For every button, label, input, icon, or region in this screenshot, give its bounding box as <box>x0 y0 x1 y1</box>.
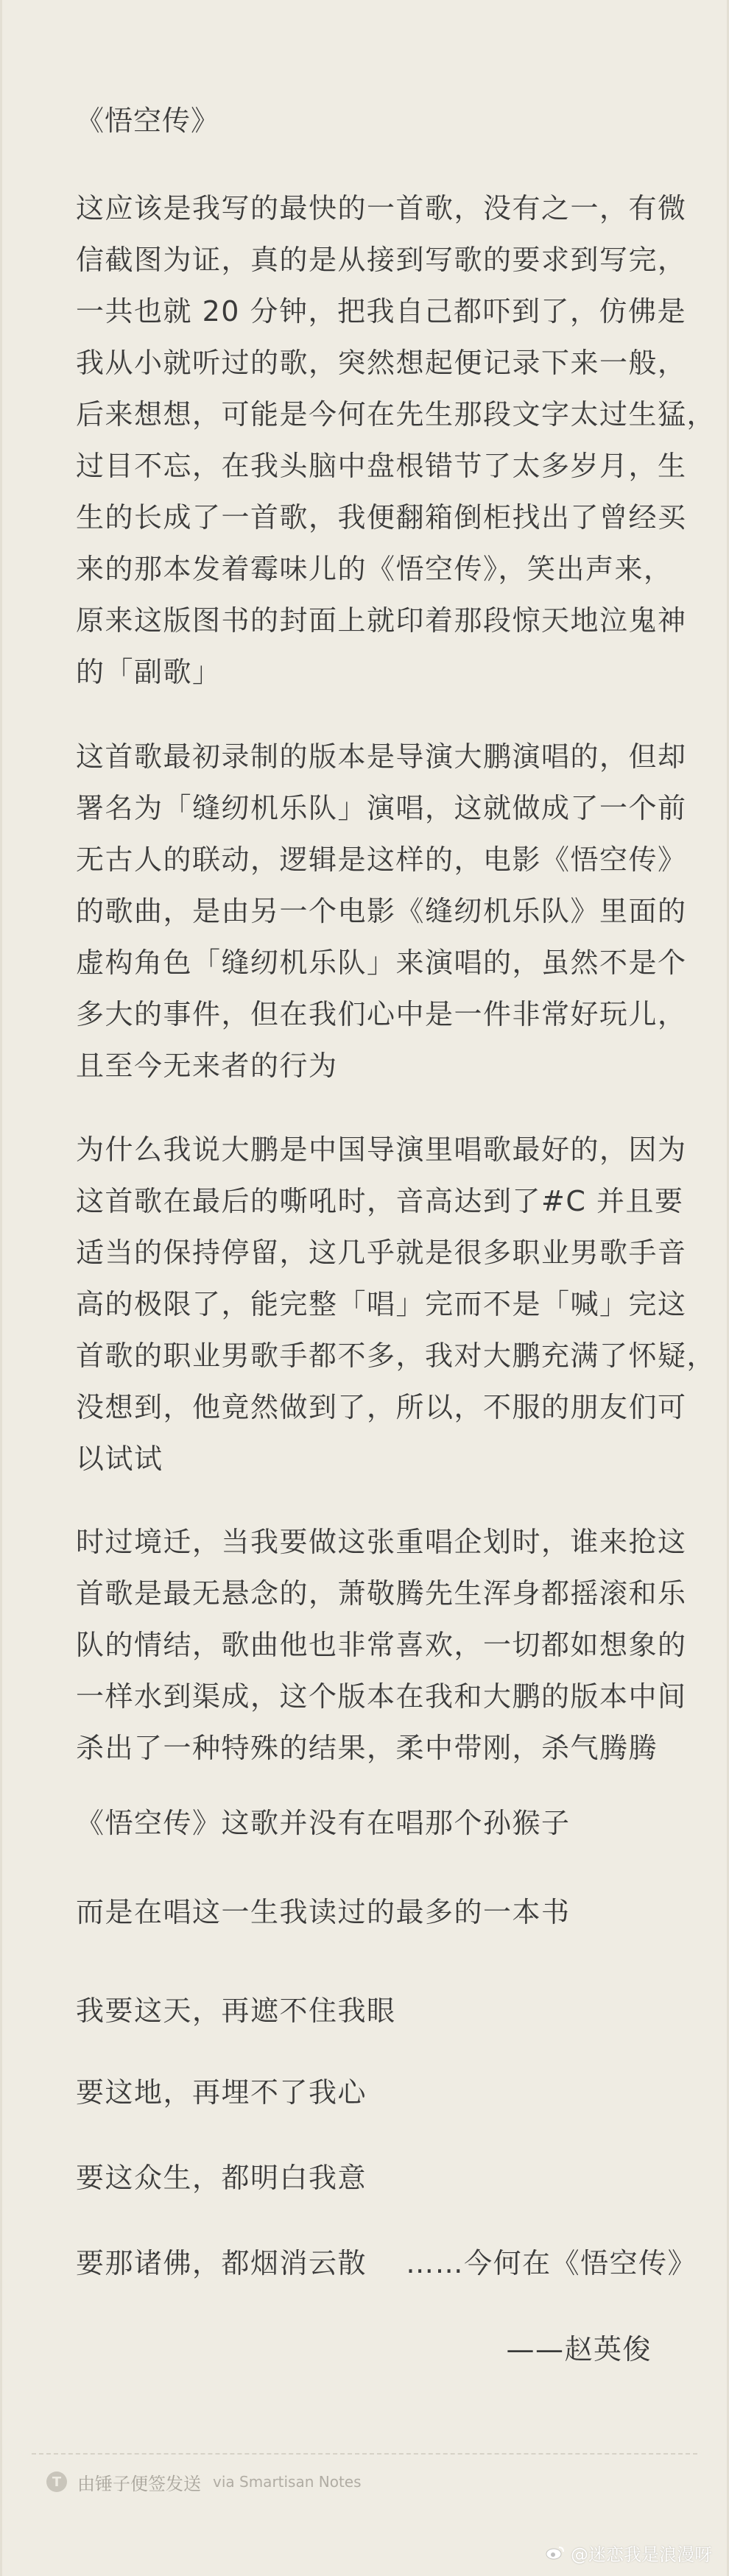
paragraph-line: 适当的保持停留，这几乎就是很多职业男歌手音 <box>76 1236 687 1269</box>
smartisan-logo-icon: T <box>46 2471 67 2492</box>
paragraph-line: 署名为「缝纫机乐队」演唱，这就做成了一个前 <box>76 792 687 824</box>
paragraph-line: 后来想想，可能是今何在先生那段文字太过生猛， <box>76 398 716 431</box>
footer-sent-text: 由锤子便签发送 <box>77 2473 201 2494</box>
paragraph-line: 无古人的联动，逻辑是这样的，电影《悟空传》 <box>76 843 687 876</box>
paragraph-line: 的「副歌」 <box>76 656 222 688</box>
paragraph-line: 这首歌最初录制的版本是导演大鹏演唱的，但却 <box>76 740 687 773</box>
paragraph-2 <box>76 731 687 1091</box>
footer-via-text: via Smartisan Notes <box>213 2473 362 2491</box>
paragraph-line: 且至今无来者的行为 <box>76 1050 338 1082</box>
paragraph-line: 多大的事件，但在我们心中是一件非常好玩儿， <box>76 998 687 1030</box>
paragraph-line: 这应该是我写的最快的一首歌，没有之一，有微 <box>76 192 687 224</box>
note-footer <box>46 2467 362 2497</box>
lyric-line-5: 要这众生，都明白我意 <box>76 2162 367 2194</box>
paragraph-line: 生的长成了一首歌，我便翻箱倒柜找出了曾经买 <box>76 501 687 534</box>
signature: ——赵英俊 <box>506 2333 652 2366</box>
paragraph-line: 来的那本发着霉味儿的《悟空传》，笑出声来， <box>76 553 673 585</box>
paragraph-line: 这首歌在最后的嘶吼时，音高达到了#C 并且要 <box>76 1185 684 1217</box>
note-title: 《悟空传》 <box>76 105 220 137</box>
paragraph-line: 的歌曲，是由另一个电影《缝纫机乐队》里面的 <box>76 895 687 927</box>
paragraph-line: 一样水到渠成，这个版本在我和大鹏的版本中间 <box>76 1680 687 1713</box>
paragraph-line: 以试试 <box>76 1443 163 1475</box>
paragraph-line: 高的极限了，能完整「唱」完而不是「喊」完这 <box>76 1288 687 1320</box>
paragraph-line: 首歌的职业男歌手都不多，我对大鹏充满了怀疑， <box>76 1340 716 1372</box>
paragraph-line: 为什么我说大鹏是中国导演里唱歌最好的，因为 <box>76 1133 687 1166</box>
paragraph-1 <box>76 183 716 698</box>
paragraph-line: 首歌是最无悬念的，萧敬腾先生浑身都摇滚和乐 <box>76 1577 687 1610</box>
weibo-icon <box>546 2545 565 2560</box>
paragraph-line: 虚构角色「缝纫机乐队」来演唱的，虽然不是个 <box>76 946 687 979</box>
paragraph-line: 一共也就 20 分钟，把我自己都吓到了，仿佛是 <box>76 295 687 328</box>
footer-divider <box>32 2453 697 2455</box>
weibo-watermark <box>546 2538 712 2567</box>
watermark-text: @迷恋我是浪漫呀 <box>571 2544 712 2565</box>
paragraph-line: 信截图为证，真的是从接到写歌的要求到写完， <box>76 244 687 276</box>
paragraph-line: 过目不忘，在我头脑中盘根错节了太多岁月，生 <box>76 450 687 482</box>
lyric-line-4: 要这地，再埋不了我心 <box>76 2076 367 2109</box>
paragraph-line: 没想到，他竟然做到了，所以，不服的朋友们可 <box>76 1391 687 1423</box>
lyric-line-3: 我要这天，再遮不住我眼 <box>76 1995 396 2027</box>
lyric-line-2: 而是在唱这一生我读过的最多的一本书 <box>76 1896 571 1928</box>
paragraph-line: 队的情结，歌曲他也非常喜欢，一切都如想象的 <box>76 1629 687 1661</box>
paragraph-line: 我从小就听过的歌，突然想起便记录下来一般， <box>76 347 687 379</box>
paragraph-line: 时过境迁，当我要做这张重唱企划时，谁来抢这 <box>76 1526 687 1558</box>
paragraph-4 <box>76 1516 687 1774</box>
lyric-line-1: 《悟空传》这歌并没有在唱那个孙猴子 <box>76 1807 571 1839</box>
lyric-line-6: 要那诸佛，都烟消云散 ……今何在《悟空传》 <box>76 2247 697 2279</box>
paragraph-line: 原来这版图书的封面上就印着那段惊天地泣鬼神 <box>76 604 687 637</box>
paragraph-3 <box>76 1124 716 1485</box>
paragraph-line: 杀出了一种特殊的结果，柔中带刚，杀气腾腾 <box>76 1732 658 1764</box>
